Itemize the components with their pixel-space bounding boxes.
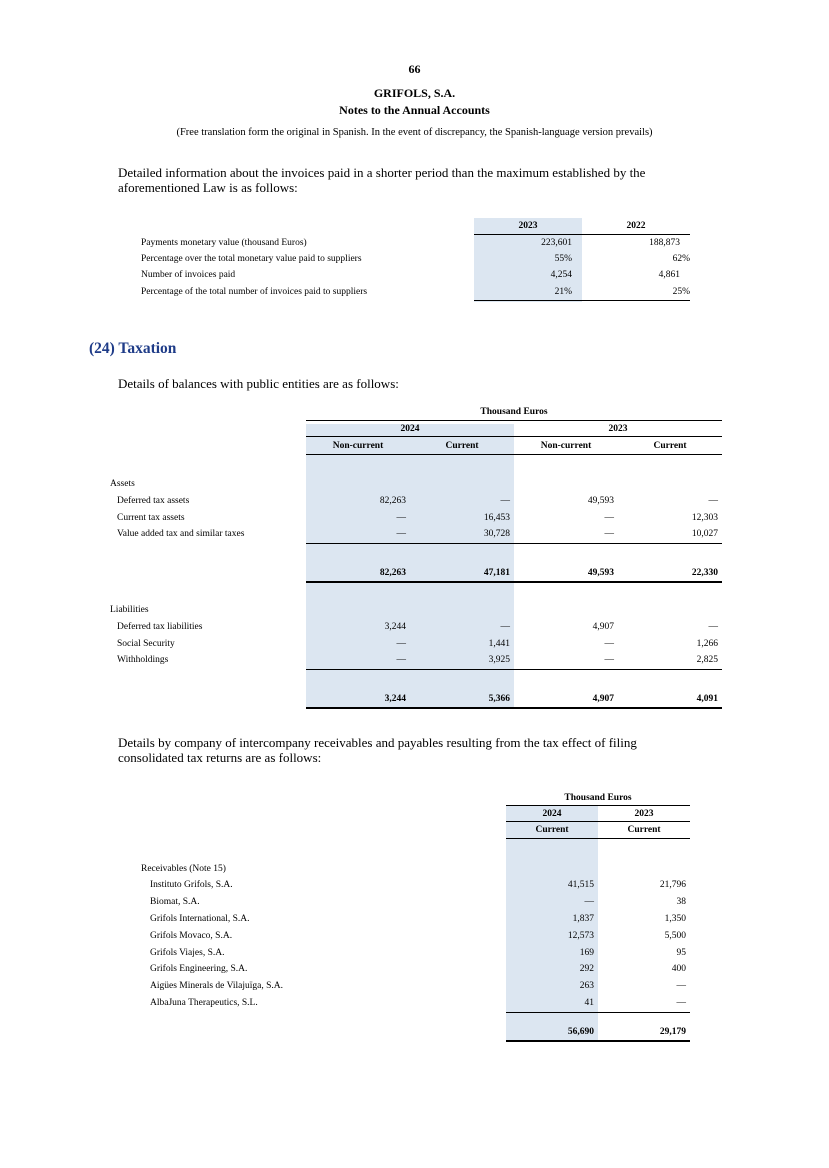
col-current-2024: Current — [445, 441, 479, 451]
intercompany-row-label: Grifols International, S.A. — [150, 914, 250, 924]
balance-cell: — — [396, 639, 406, 649]
balance-cell: 82,263 — [379, 496, 406, 506]
balance-row-label: Deferred tax assets — [117, 496, 190, 506]
intercompany-cell: — — [676, 998, 686, 1008]
balance-cell: 12,303 — [691, 513, 718, 523]
intercompany-row-label: Biomat, S.A. — [150, 897, 200, 907]
balance-cell: — — [396, 529, 406, 539]
liabilities-total: 5,366 — [488, 694, 510, 704]
balance-cell: 49,593 — [587, 496, 614, 506]
balance-cell: — — [604, 639, 614, 649]
intercompany-cell: 5,500 — [664, 931, 686, 941]
balance-cell: 10,027 — [691, 529, 718, 539]
col-current-2023: Current — [653, 441, 687, 451]
balance-row-label: Withholdings — [117, 655, 169, 665]
balance-cell: — — [500, 622, 510, 632]
intercompany-col-current-2024: Current — [535, 825, 569, 835]
intercompany-cell: 263 — [579, 981, 594, 991]
intercompany-row-label: AlbaJuna Therapeutics, S.L. — [150, 998, 258, 1008]
balance-row-label: Value added tax and similar taxes — [117, 529, 245, 539]
invoices-row-label: Number of invoices paid — [141, 270, 236, 280]
translation-note: (Free translation form the original in Spanish. In the event of discrepancy, the Spanish-language version prevails) — [176, 127, 653, 138]
balance-cell: 4,907 — [592, 622, 614, 632]
intercompany-cell: 38 — [676, 897, 686, 907]
intercompany-row-label: Instituto Grifols, S.A. — [150, 880, 233, 890]
intercompany-cell: 292 — [579, 964, 594, 974]
intercompany-cell: 12,573 — [567, 931, 594, 941]
invoices-row-2023: 55% — [554, 254, 572, 264]
assets-total: 49,593 — [587, 568, 614, 578]
invoices-row-label: Payments monetary value (thousand Euros) — [141, 238, 307, 248]
liabilities-total: 4,091 — [696, 694, 718, 704]
assets-total: 47,181 — [483, 568, 510, 578]
highlight-column — [306, 424, 514, 708]
balance-cell: 3,925 — [488, 655, 510, 665]
assets-total: 82,263 — [379, 568, 406, 578]
balances-unit: Thousand Euros — [480, 407, 548, 417]
invoices-row-2022: 25% — [672, 287, 690, 297]
intercompany-intro-line1: Details by company of intercompany receivables and payables resulting from the tax effect of filing — [118, 735, 637, 750]
liabilities-label: Liabilities — [110, 605, 149, 615]
intercompany-total: 56,690 — [567, 1027, 594, 1037]
intercompany-total: 29,179 — [659, 1027, 686, 1037]
balance-cell: 2,825 — [696, 655, 718, 665]
intercompany-intro-line2: consolidated tax returns are as follows: — [118, 750, 322, 765]
section-title: (24) Taxation — [89, 340, 177, 357]
page-number: 66 — [408, 62, 421, 76]
invoices-intro-line2: aforementioned Law is as follows: — [118, 180, 298, 195]
balances-year-2024: 2024 — [400, 424, 420, 434]
intercompany-row-label: Grifols Engineering, S.A. — [150, 964, 248, 974]
balance-cell: — — [604, 655, 614, 665]
liabilities-total: 3,244 — [384, 694, 406, 704]
balance-cell: — — [708, 496, 718, 506]
balance-cell: — — [604, 513, 614, 523]
balance-cell: — — [396, 513, 406, 523]
invoices-col-2023: 2023 — [518, 221, 538, 231]
balance-row-label: Current tax assets — [117, 513, 185, 523]
invoices-row-2023: 4,254 — [550, 270, 572, 280]
col-noncurrent-2023: Non-current — [540, 441, 592, 451]
intercompany-cell: 169 — [579, 948, 594, 958]
intercompany-row-label: Grifols Viajes, S.A. — [150, 948, 225, 958]
intercompany-cell: 1,350 — [664, 914, 686, 924]
intercompany-cell: — — [676, 981, 686, 991]
balance-cell: — — [708, 622, 718, 632]
balances-year-2023: 2023 — [608, 424, 628, 434]
intercompany-cell: 41,515 — [567, 880, 594, 890]
invoices-row-2022: 4,861 — [658, 270, 680, 280]
intercompany-cell: — — [584, 897, 594, 907]
intercompany-cell: 1,837 — [572, 914, 594, 924]
balance-cell: 1,441 — [488, 639, 510, 649]
intercompany-cell: 400 — [671, 964, 686, 974]
invoices-intro-line1: Detailed information about the invoices paid in a shorter period than the maximum established by the — [118, 165, 646, 180]
company-name: GRIFOLS, S.A. — [373, 86, 456, 100]
invoices-row-2022: 62% — [672, 254, 690, 264]
balance-cell: — — [604, 529, 614, 539]
intercompany-year-2023: 2023 — [634, 809, 654, 819]
liabilities-total: 4,907 — [592, 694, 614, 704]
balance-cell: 3,244 — [384, 622, 406, 632]
intercompany-cell: 41 — [584, 998, 594, 1008]
col-noncurrent-2024: Non-current — [332, 441, 384, 451]
invoices-row-2022: 188,873 — [649, 238, 680, 248]
intercompany-cell: 95 — [676, 948, 686, 958]
intercompany-year-2024: 2024 — [542, 809, 562, 819]
invoices-row-2023: 21% — [554, 287, 572, 297]
balance-row-label: Deferred tax liabilities — [117, 622, 203, 632]
balance-cell: — — [396, 655, 406, 665]
receivables-label: Receivables (Note 15) — [141, 864, 226, 874]
balance-cell: 30,728 — [483, 529, 510, 539]
invoices-row-2023: 223,601 — [541, 238, 572, 248]
assets-total: 22,330 — [691, 568, 718, 578]
balance-row-label: Social Security — [117, 639, 175, 649]
balance-cell: 16,453 — [483, 513, 510, 523]
balance-cell: — — [500, 496, 510, 506]
intercompany-row-label: Aigües Minerals de Vilajuïga, S.A. — [150, 981, 284, 991]
document-subtitle: Notes to the Annual Accounts — [339, 103, 490, 117]
invoices-row-label: Percentage of the total number of invoices paid to suppliers — [141, 287, 368, 297]
balances-intro: Details of balances with public entities are as follows: — [118, 376, 399, 391]
assets-label: Assets — [110, 479, 135, 489]
intercompany-unit: Thousand Euros — [564, 793, 632, 803]
intercompany-col-current-2023: Current — [627, 825, 661, 835]
intercompany-cell: 21,796 — [659, 880, 686, 890]
invoices-row-label: Percentage over the total monetary value paid to suppliers — [141, 254, 362, 264]
intercompany-row-label: Grifols Movaco, S.A. — [150, 931, 233, 941]
balance-cell: 1,266 — [696, 639, 718, 649]
invoices-col-2022: 2022 — [626, 221, 646, 231]
